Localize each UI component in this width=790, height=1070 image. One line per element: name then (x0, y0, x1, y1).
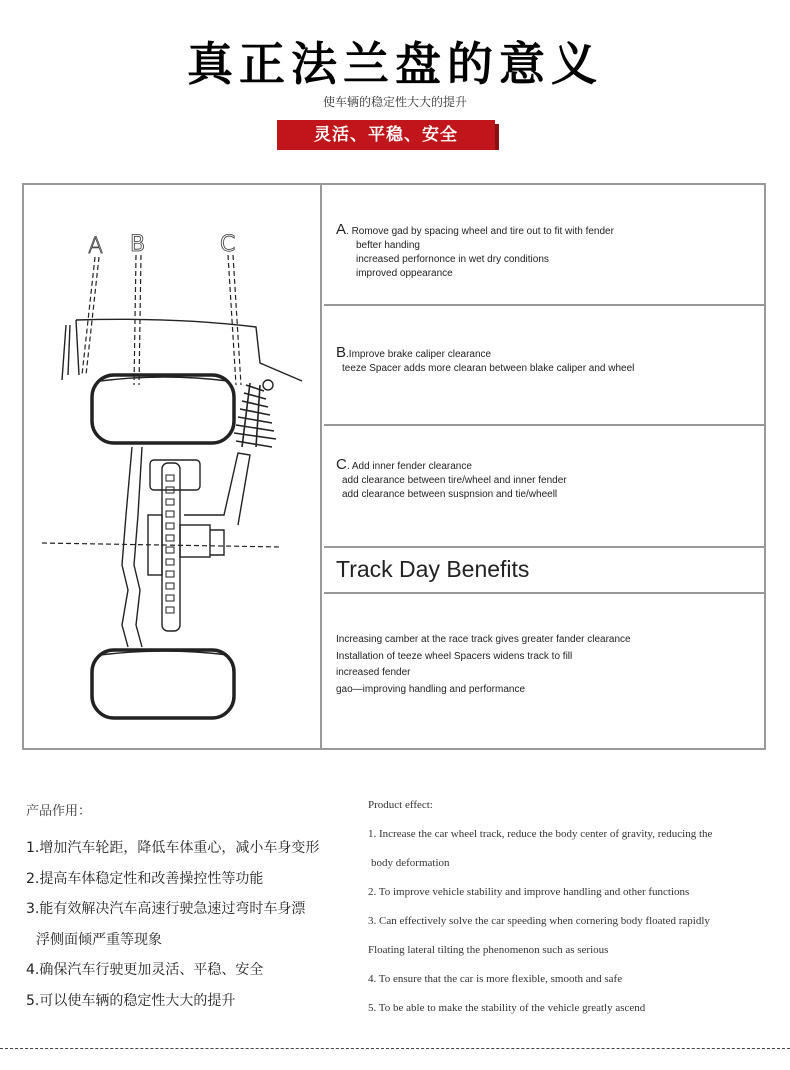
cell-c-line: add clearance between suspnsion and tie/wheell (342, 489, 558, 500)
highlight-band: 灵活、平稳、安全 (277, 120, 495, 150)
track-header-cell (324, 548, 764, 594)
effects-en-item: 5. To be able to make the stability of the vehicle greatly ascend (368, 1002, 646, 1014)
page-subtitle: 使车辆的稳定性大大的提升 (322, 95, 467, 109)
cell-b (324, 306, 764, 426)
effects-cn-heading: 产品作用： (26, 804, 92, 819)
cell-c-line: add clearance between tire/wheel and inner fender (342, 475, 567, 486)
effects-cn-item: 浮侧面倾严重等现象 (36, 931, 162, 948)
effects-en-item: Floating lateral tilting the phenomenon such as serious (368, 944, 609, 956)
cell-c (324, 426, 764, 548)
suspension-illustration (24, 185, 322, 748)
effects-cn-item: 2.提高车体稳定性和改善操控性等功能 (26, 870, 264, 887)
effects-en-item: 3. Can effectively solve the car speeding when cornering body floated rapidly (368, 915, 710, 927)
cell-a-line: improved oppearance (356, 268, 453, 279)
effects-english (368, 791, 778, 1023)
cell-a (324, 185, 764, 306)
effects-cn-item: 3.能有效解决汽车高速行驶急速过弯时车身漂 (26, 901, 306, 917)
benefit-line: increased fender (336, 667, 411, 678)
effects-en-item: 2. To improve vehicle stability and improve handling and other functions (368, 886, 690, 898)
effects-cn-item: 1.增加汽车轮距，降低车体重心，减小车身变形 (26, 840, 320, 856)
benefit-line: Installation of teeze wheel Spacers widens track to fill (336, 650, 573, 662)
effects-cn-item: 4.确保汽车行驶更加灵活、平稳、安全 (26, 962, 264, 978)
cell-c-text (336, 458, 567, 502)
cell-b-letter: B (336, 344, 347, 361)
cell-a-line: befter handing (356, 240, 420, 251)
track-benefits-cell (324, 594, 764, 748)
effects-en-heading: Product effect: (368, 799, 433, 811)
effects-en-item: 4. To ensure that the car is more flexible, smooth and safe (368, 973, 623, 985)
benefit-line: gao—improving handling and performance (336, 683, 526, 695)
label-c: C (220, 232, 236, 257)
cell-b-line: .Improve brake caliper clearance (346, 349, 492, 360)
info-panel (22, 183, 766, 750)
label-b: B (130, 232, 146, 257)
page-title: 真正法兰盘的意义 (187, 37, 603, 91)
track-day-title: Track Day Benefits (336, 556, 530, 582)
label-a: A (88, 234, 104, 259)
cell-b-text (336, 346, 634, 376)
effects-en-item: body deformation (371, 857, 450, 869)
cell-b-line: teeze Spacer adds more clearan between blake caliper and wheel (342, 363, 635, 374)
cell-c-letter: C (336, 456, 347, 473)
cell-a-text (336, 223, 614, 281)
wheel-diagram (24, 185, 322, 748)
track-benefits-list (336, 632, 631, 698)
cell-c-line: . Add inner fender clearance (346, 461, 472, 472)
dashed-divider (0, 1048, 790, 1049)
benefit-line: Increasing camber at the race track gives greater fander clearance (336, 634, 631, 645)
cell-a-letter: A (336, 221, 347, 238)
cell-a-line: increased perfornonce in wet dry conditions (356, 254, 549, 265)
effects-chinese (26, 800, 356, 1016)
cell-a-line: . Romove gad by spacing wheel and tire out to fit with fender (346, 226, 614, 237)
effects-en-item: 1. Increase the car wheel track, reduce the body center of gravity, reducing the (368, 828, 713, 840)
effects-cn-item: 5.可以使车辆的稳定性大大的提升 (26, 992, 236, 1009)
